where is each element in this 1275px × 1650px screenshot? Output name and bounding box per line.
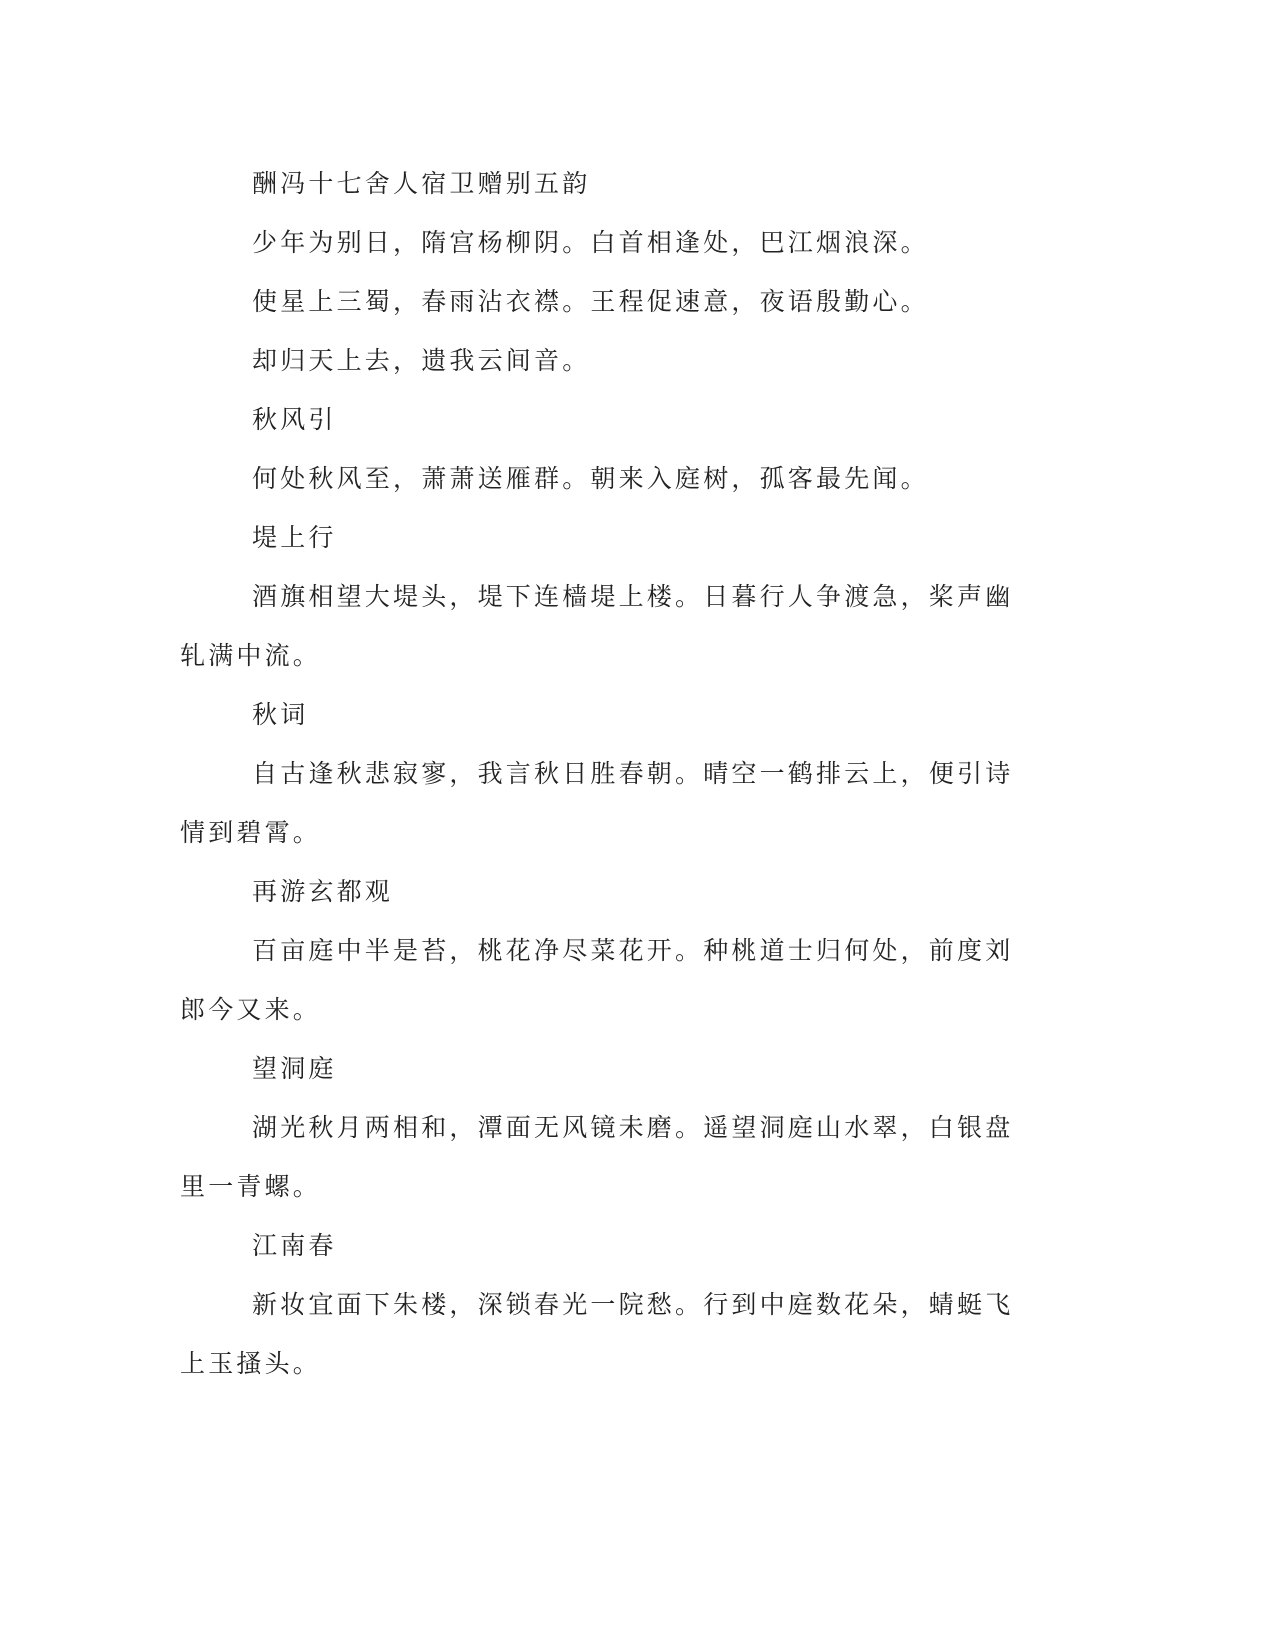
poem-title: 望洞庭	[252, 1054, 337, 1083]
poem-title: 再游玄都观	[252, 877, 394, 906]
poem-line: 使星上三蜀，春雨沾衣襟。王程促速意，夜语殷勤心。	[252, 287, 929, 316]
poem-line: 少年为别日，隋宫杨柳阴。白首相逢处，巴江烟浪深。	[252, 228, 929, 257]
poem-line: 自古逢秋悲寂寥，我言秋日胜春朝。晴空一鹤排云上，便引诗情到碧霄。	[180, 759, 1014, 847]
poem-line: 新妆宜面下朱楼，深锁春光一院愁。行到中庭数花朵，蜻蜓飞上玉搔头。	[180, 1290, 1014, 1378]
poem-line: 湖光秋月两相和，潭面无风镜未磨。遥望洞庭山水翠，白银盘里一青螺。	[180, 1113, 1014, 1201]
poem-line: 百亩庭中半是苔，桃花净尽菜花开。种桃道士归何处，前度刘郎今又来。	[180, 936, 1014, 1024]
poem-title: 酬冯十七舍人宿卫赠别五韵	[252, 169, 591, 198]
poem-title: 堤上行	[252, 523, 337, 552]
poem-line: 却归天上去，遗我云间音。	[252, 346, 591, 375]
document-body	[180, 154, 1032, 1393]
poem-title: 秋风引	[252, 405, 337, 434]
poem-title: 江南春	[252, 1231, 337, 1260]
poem-line: 酒旗相望大堤头，堤下连樯堤上楼。日暮行人争渡急，桨声幽轧满中流。	[180, 582, 1014, 670]
poem-line: 何处秋风至，萧萧送雁群。朝来入庭树，孤客最先闻。	[252, 464, 929, 493]
poem-title: 秋词	[252, 700, 309, 729]
